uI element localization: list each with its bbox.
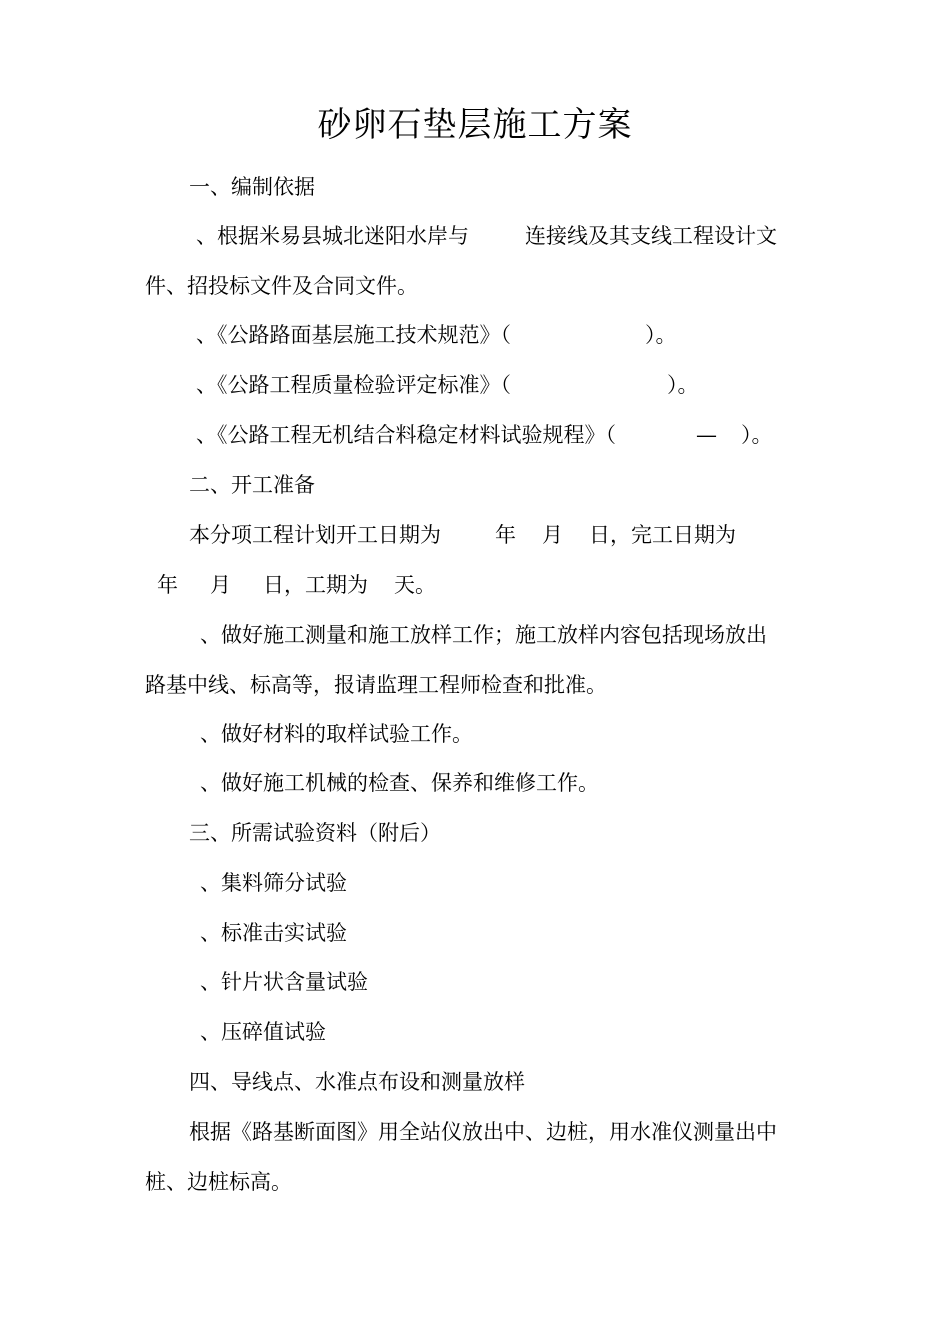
section3-item: 、标准击实试验 bbox=[200, 921, 347, 945]
section1-item4 bbox=[196, 420, 773, 450]
section2-item3: 、做好施工机械的检查、保养和维修工作。 bbox=[200, 771, 599, 795]
section1-item1-line1 bbox=[196, 221, 777, 251]
section3-item: 、针片状含量试验 bbox=[200, 970, 368, 994]
section2-item1-line1: 、做好施工测量和施工放样工作；施工放样内容包括现场放出 bbox=[200, 623, 767, 647]
section1-item3-part2: ）。 bbox=[667, 373, 699, 397]
section1-item1-line2: 件、招投标文件及合同文件。 bbox=[145, 274, 418, 298]
section1-item2-part2: ）。 bbox=[645, 323, 677, 347]
schedule-start-year: 年 bbox=[495, 523, 516, 547]
section4-heading: 四、导线点、水准点布设和测量放样 bbox=[189, 1070, 525, 1094]
section2-schedule-line1 bbox=[189, 520, 736, 550]
schedule-end-label: 日，完工日期为 bbox=[589, 523, 736, 547]
section1-item1-part1: 、根据米易县城北迷阳水岸与 bbox=[196, 224, 469, 248]
section1-item3-part1: 、《公路工程质量检验评定标准》（ bbox=[196, 373, 511, 397]
section4-para-line1: 根据《路基断面图》用全站仪放出中、边桩，用水准仪测量出中 bbox=[189, 1120, 777, 1144]
section2-schedule-line2 bbox=[157, 570, 436, 600]
schedule-end-year: 年 bbox=[157, 573, 178, 597]
section1-heading: 一、编制依据 bbox=[189, 175, 315, 199]
section3-heading: 三、所需试验资料（附后） bbox=[189, 821, 441, 845]
schedule-duration-label: 日，工期为 bbox=[263, 573, 368, 597]
section1-item1-part2: 连接线及其支线工程设计文 bbox=[525, 224, 777, 248]
section1-item2-part1: 、《公路路面基层施工技术规范》（ bbox=[196, 323, 511, 347]
schedule-start-label: 本分项工程计划开工日期为 bbox=[189, 523, 441, 547]
section1-item2 bbox=[196, 320, 677, 350]
section1-item4-part1: 、《公路工程无机结合料稳定材料试验规程》（ bbox=[196, 423, 616, 447]
section3-item: 、集料筛分试验 bbox=[200, 871, 347, 895]
document-title: 砂卵石垫层施工方案 bbox=[317, 105, 633, 145]
section1-item3 bbox=[196, 370, 699, 400]
section2-item1-line2: 路基中线、标高等，报请监理工程师检查和批准。 bbox=[145, 673, 607, 697]
schedule-start-month: 月 bbox=[542, 523, 563, 547]
section3-item: 、压碎值试验 bbox=[200, 1020, 326, 1044]
schedule-end-month: 月 bbox=[210, 573, 231, 597]
section4-para-line2: 桩、边桩标高。 bbox=[145, 1170, 292, 1194]
section1-item4-dash: — bbox=[696, 423, 717, 447]
schedule-duration-days: 天。 bbox=[394, 573, 436, 597]
section2-item2: 、做好材料的取样试验工作。 bbox=[200, 722, 473, 746]
section1-item4-part2: ）。 bbox=[741, 423, 773, 447]
section2-heading: 二、开工准备 bbox=[189, 473, 315, 497]
